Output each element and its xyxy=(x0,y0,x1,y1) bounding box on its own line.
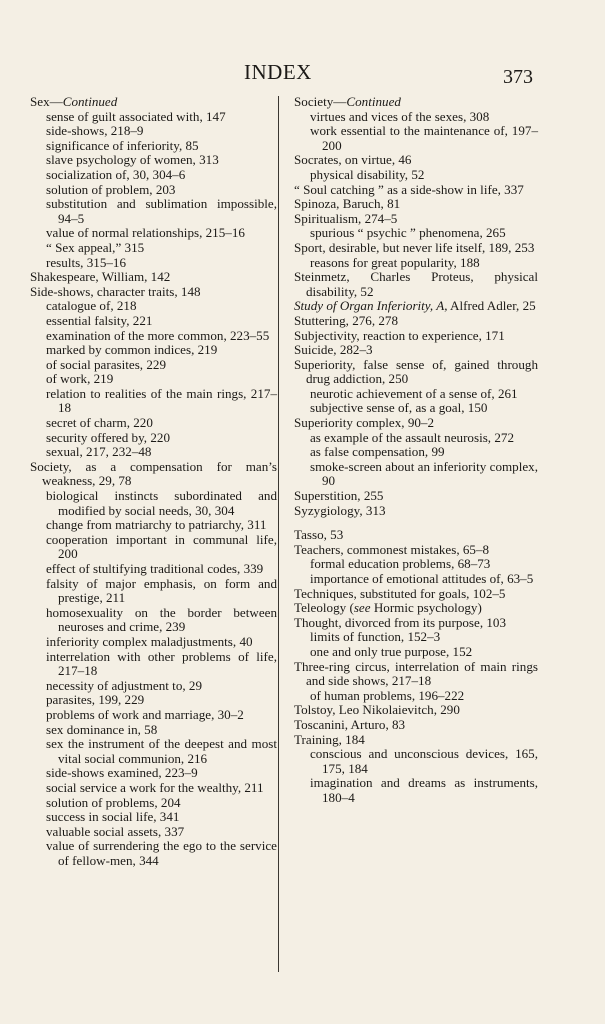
index-subentry: solution of problem, 203 xyxy=(46,181,176,197)
index-entry: Socrates, on virtue, 46 xyxy=(294,152,412,168)
index-subentry: of human problems, 196–222 xyxy=(310,687,465,703)
index-subentry: physical disability, 52 xyxy=(310,166,425,182)
index-entry: Subjectivity, reaction to experience, 171 xyxy=(294,327,505,343)
index-entry: Spiritualism, 274–5 xyxy=(294,210,398,226)
index-subentry: change from matriarchy to patriarchy, 311 xyxy=(46,517,267,533)
index-subentry: work essential to the maintenance of, 197–200 xyxy=(310,123,538,153)
index-subentry: biological instincts subordinated and modified by social needs, 30, 304 xyxy=(46,488,277,518)
index-entry: Teleology (see Hormic psychology) xyxy=(294,600,482,616)
index-subentry: catalogue of, 218 xyxy=(46,298,137,314)
index-subentry: success in social life, 341 xyxy=(46,809,180,825)
index-subentry: side-shows, 218–9 xyxy=(46,123,144,139)
index-subentry: one and only true purpose, 152 xyxy=(310,643,473,659)
index-subentry: cooperation important in communal life, 200 xyxy=(46,531,277,562)
index-subentry: subjective sense of, as a goal, 150 xyxy=(310,400,488,416)
index-subentry: virtues and vices of the sexes, 308 xyxy=(310,108,490,124)
index-subentry: importance of emotional attitudes of, 63–5 xyxy=(310,571,534,586)
index-entry: Spinoza, Baruch, 81 xyxy=(294,196,401,212)
index-subentry: results, 315–16 xyxy=(46,254,127,270)
index-subentry: “ Sex appeal,” 315 xyxy=(46,239,145,255)
index-entry: “ Soul catching ” as a side-show in life, 337 xyxy=(294,181,524,197)
index-subentry: slave psychology of women, 313 xyxy=(46,152,219,168)
index-entry: Suicide, 282–3 xyxy=(294,342,373,358)
index-subentry: problems of work and marriage, 30–2 xyxy=(46,706,244,722)
index-entry: Tolstoy, Leo Nikolaievitch, 290 xyxy=(294,702,460,718)
index-entry: Stuttering, 276, 278 xyxy=(294,312,399,328)
index-subentry: smoke-screen about an inferiority complex, 90 xyxy=(310,458,538,489)
page-header xyxy=(0,60,605,90)
index-subentry: value of surrendering the ego to the service of fellow-men, 344 xyxy=(46,838,277,868)
index-subentry: socialization of, 30, 304–6 xyxy=(46,166,186,182)
index-subentry: conscious and unconscious devices, 165, 175, 184 xyxy=(310,746,538,776)
index-entry: Steinmetz, Charles Proteus, physical disability, 52 xyxy=(294,269,538,299)
index-subentry: of work, 219 xyxy=(46,371,114,387)
index-entry: Teachers, commonest mistakes, 65–8 xyxy=(294,541,490,557)
column-divider xyxy=(278,96,279,972)
index-entry: Training, 184 xyxy=(294,731,365,747)
index-subentry: solution of problems, 204 xyxy=(46,794,181,810)
index-subentry: interrelation with other problems of life, 217–18 xyxy=(46,648,277,679)
index-subentry: sexual, 217, 232–48 xyxy=(46,444,152,460)
index-subentry: sex dominance in, 58 xyxy=(46,721,158,737)
index-subentry: sex the instrument of the deepest and most vital social communion, 216 xyxy=(46,736,277,766)
index-entry: Superiority complex, 90–2 xyxy=(294,415,435,431)
index-column-left xyxy=(30,95,277,868)
index-subentry: sense of guilt associated with, 147 xyxy=(46,108,226,124)
index-subentry: falsity of major emphasis, on form and prestige, 211 xyxy=(46,575,277,606)
index-entry: Syzygiology, 313 xyxy=(294,502,386,518)
index-subentry: of social parasites, 229 xyxy=(46,356,166,372)
index-subentry: necessity of adjustment to, 29 xyxy=(46,677,203,693)
page-number: 373 xyxy=(503,66,533,88)
index-subentry: examination of the more common, 223–55 xyxy=(46,327,270,343)
index-subentry: marked by common indices, 219 xyxy=(46,342,218,358)
index-entry: Sex—Continued xyxy=(30,94,118,109)
index-entry: Society, as a compensation for man’s weakness, 29, 78 xyxy=(30,458,277,489)
index-subentry: homosexuality on the border between neuroses and crime, 239 xyxy=(46,604,277,635)
running-head: INDEX xyxy=(244,60,312,84)
index-subentry: security offered by, 220 xyxy=(46,429,170,445)
index-subentry: spurious “ psychic ” phenomena, 265 xyxy=(310,225,506,241)
index-subentry: as false compensation, 99 xyxy=(310,444,445,460)
index-subentry: limits of function, 152–3 xyxy=(310,629,441,645)
index-subentry: imagination and dreams as instruments, 180–4 xyxy=(310,775,538,805)
index-subentry: significance of inferiority, 85 xyxy=(46,137,199,153)
index-subentry: social service a work for the wealthy, 211 xyxy=(46,779,264,795)
index-entry: Society—Continued xyxy=(294,94,401,109)
index-entry: Superiority, false sense of, gained through drug addiction, 250 xyxy=(294,356,538,387)
index-subentry: parasites, 199, 229 xyxy=(46,692,145,708)
index-entry: Tasso, 53 xyxy=(294,527,344,543)
index-subentry: inferiority complex maladjustments, 40 xyxy=(46,633,253,649)
index-subentry: valuable social assets, 337 xyxy=(46,823,185,839)
index-entry: Sport, desirable, but never life itself, 189, 253 xyxy=(294,239,535,255)
index-subentry: as example of the assault neurosis, 272 xyxy=(310,429,514,445)
index-column-right xyxy=(294,95,538,806)
index-subentry: secret of charm, 220 xyxy=(46,415,153,431)
index-entry: Toscanini, Arturo, 83 xyxy=(294,716,406,732)
index-subentry: essential falsity, 221 xyxy=(46,312,153,328)
index-subentry: neurotic achievement of a sense of, 261 xyxy=(310,385,518,401)
index-subentry: side-shows examined, 223–9 xyxy=(46,765,198,781)
index-entry: Study of Organ Inferiority, A, Alfred Adler, 25 xyxy=(294,298,536,314)
index-subentry: effect of stultifying traditional codes, 339 xyxy=(46,561,264,576)
index-subentry: substitution and sublimation impossible, 94–5 xyxy=(46,196,277,226)
index-subentry: reasons for great popularity, 188 xyxy=(310,254,480,270)
index-entry: Thought, divorced from its purpose, 103 xyxy=(294,614,507,630)
index-subentry: value of normal relationships, 215–16 xyxy=(46,225,245,241)
index-entry: Shakespeare, William, 142 xyxy=(30,269,171,285)
index-entry: Side-shows, character traits, 148 xyxy=(30,283,201,299)
index-subentry: formal education problems, 68–73 xyxy=(310,556,491,572)
index-entry: Three-ring circus, interrelation of main rings and side shows, 217–18 xyxy=(294,658,538,689)
index-entry: Techniques, substituted for goals, 102–5 xyxy=(294,585,506,601)
index-subentry: relation to realities of the main rings, 217–18 xyxy=(46,385,277,416)
index-entry: Superstition, 255 xyxy=(294,488,384,504)
